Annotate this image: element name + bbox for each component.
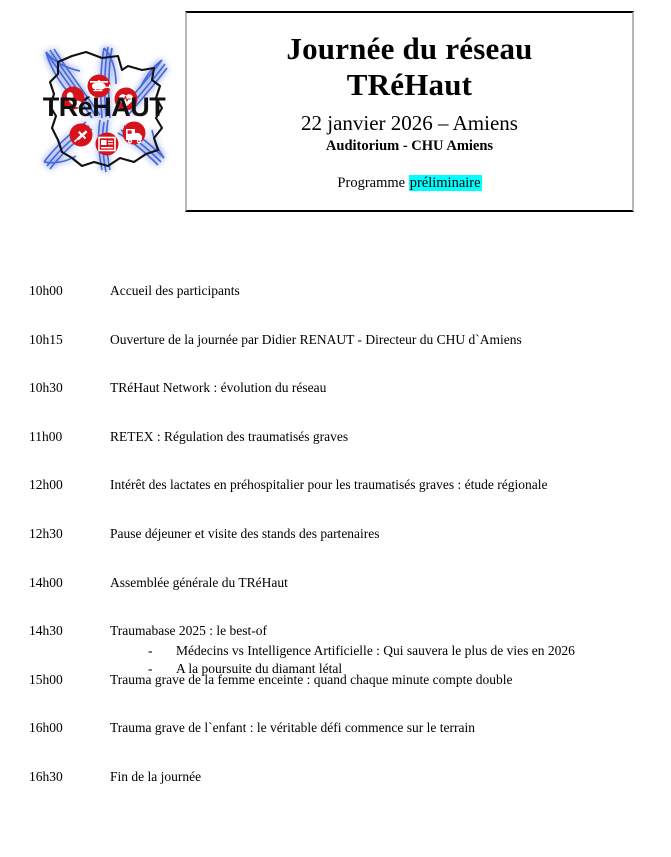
hospital-bed-icon [96, 133, 119, 156]
schedule-time: 10h00 [29, 283, 63, 298]
schedule-time: 10h30 [29, 380, 63, 396]
event-venue: Auditorium - CHU Amiens [325, 138, 494, 154]
schedule-body [110, 526, 659, 543]
schedule-body [110, 429, 659, 446]
schedule-description: Pause déjeuner et visite des stands des partenaires [110, 525, 380, 541]
logo-wordmark: TRéHAUT [42, 92, 166, 122]
schedule-body [110, 623, 659, 677]
schedule-list [0, 283, 671, 818]
schedule-body [110, 477, 659, 494]
event-date-location: 22 janvier 2026 – Amiens [301, 110, 518, 135]
schedule-description: Accueil des participants [110, 283, 240, 298]
title-box [185, 11, 634, 212]
schedule-row [0, 332, 671, 381]
schedule-description: Traumabase 2025 : le best-of [110, 623, 267, 639]
schedule-description: Fin de la journée [110, 768, 202, 784]
schedule-body [110, 769, 659, 786]
schedule-subitem [110, 642, 659, 660]
schedule-row [0, 477, 671, 526]
syringe-icon [70, 124, 93, 147]
schedule-description: Assemblée générale du TRéHaut [110, 574, 288, 590]
schedule-row [0, 575, 671, 624]
schedule-subitem-label: Médecins vs Intelligence Artificielle : Qui sauvera le plus de vies en 2026 [176, 643, 575, 659]
schedule-time: 14h00 [29, 574, 63, 590]
ambulance-icon [123, 122, 146, 145]
trehaut-logo [28, 22, 180, 190]
schedule-description: Trauma grave de la femme enceinte : quand chaque minute compte double [110, 671, 513, 687]
bullet-dash-icon: - [148, 660, 153, 676]
schedule-description: RETEX : Régulation des traumatisés graves [110, 428, 349, 444]
schedule-time: 14h30 [29, 623, 63, 639]
schedule-row [0, 720, 671, 769]
schedule-time: 12h00 [29, 477, 63, 493]
schedule-time: 12h30 [29, 525, 63, 541]
schedule-row [0, 623, 671, 676]
schedule-row [0, 380, 671, 429]
schedule-body [110, 720, 659, 737]
event-title [187, 31, 632, 103]
schedule-row [0, 429, 671, 478]
document-header [0, 0, 671, 226]
programme-status [187, 176, 632, 192]
schedule-time: 15h00 [29, 671, 63, 687]
programme-label: Programme [337, 174, 409, 191]
schedule-time: 11h00 [29, 428, 63, 444]
event-title-line1: Journée du réseau [286, 31, 533, 66]
schedule-description: Intérêt des lactates en préhospitalier pour les traumatisés graves : étude régionale [110, 477, 548, 493]
schedule-body [110, 575, 659, 592]
schedule-subitem-label: A la poursuite du diamant létal [176, 660, 343, 676]
schedule-description: TRéHaut Network : évolution du réseau [110, 380, 327, 396]
programme-highlight: préliminaire [409, 174, 481, 191]
schedule-time: 16h00 [29, 720, 63, 736]
schedule-row [0, 672, 671, 721]
bullet-dash-icon: - [148, 643, 153, 659]
schedule-description: Ouverture de la journée par Didier RENAUT - Directeur du CHU d`Amiens [110, 331, 522, 347]
schedule-body [110, 380, 659, 397]
schedule-body [110, 672, 659, 689]
event-title-line2: TRéHaut [346, 66, 473, 102]
schedule-row [0, 283, 671, 332]
schedule-body [110, 332, 659, 349]
schedule-row [0, 769, 671, 818]
schedule-body [110, 283, 659, 300]
schedule-description: Trauma grave de l`enfant : le véritable défi commence sur le terrain [110, 720, 475, 736]
schedule-time: 16h30 [29, 768, 63, 784]
schedule-row [0, 526, 671, 575]
schedule-time: 10h15 [29, 331, 63, 347]
